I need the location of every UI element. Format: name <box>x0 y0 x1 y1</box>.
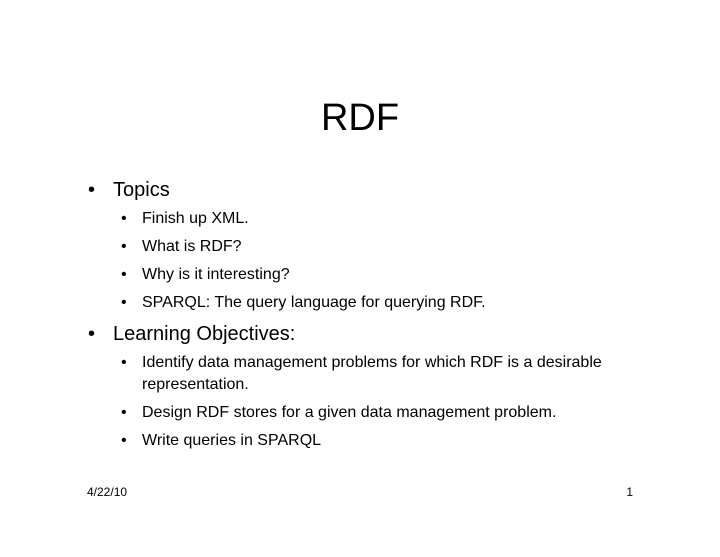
section-heading-topics <box>88 176 648 204</box>
bullet-icon: • <box>88 179 96 201</box>
section-heading-learning-objectives <box>88 320 648 348</box>
list-item-text: Finish up XML. <box>142 210 249 227</box>
slide-title: RDF <box>320 97 400 139</box>
topics-list <box>88 208 648 314</box>
bullet-icon: • <box>121 266 127 283</box>
list-item-text: SPARQL: The query language for querying RDF. <box>142 294 486 311</box>
bullet-icon: • <box>121 354 127 371</box>
bullet-icon: • <box>88 323 96 345</box>
bullet-icon: • <box>121 294 127 311</box>
footer-date: 4/22/10 <box>87 485 128 499</box>
list-item <box>88 430 648 452</box>
list-item-text: Why is it interesting? <box>142 266 290 283</box>
footer-page-number: 1 <box>626 485 633 499</box>
bullet-icon: • <box>121 210 127 227</box>
bullet-icon: • <box>121 404 127 421</box>
slide-content <box>88 176 648 458</box>
list-item-text: Design RDF stores for a given data management problem. <box>142 404 557 421</box>
list-item <box>88 292 648 314</box>
list-item <box>88 352 648 396</box>
list-item-text: Identify data management problems for which RDF is a desirable representation. <box>142 354 602 393</box>
list-item <box>88 208 648 230</box>
section-heading-label: Topics <box>113 179 170 201</box>
bullet-icon: • <box>121 432 127 449</box>
section-heading-label: Learning Objectives: <box>113 323 296 345</box>
list-item-text: What is RDF? <box>142 238 242 255</box>
list-item <box>88 402 648 424</box>
objectives-list <box>88 352 648 452</box>
list-item-text: Write queries in SPARQL <box>142 432 322 449</box>
list-item <box>88 236 648 258</box>
bullet-icon: • <box>121 238 127 255</box>
list-item <box>88 264 648 286</box>
